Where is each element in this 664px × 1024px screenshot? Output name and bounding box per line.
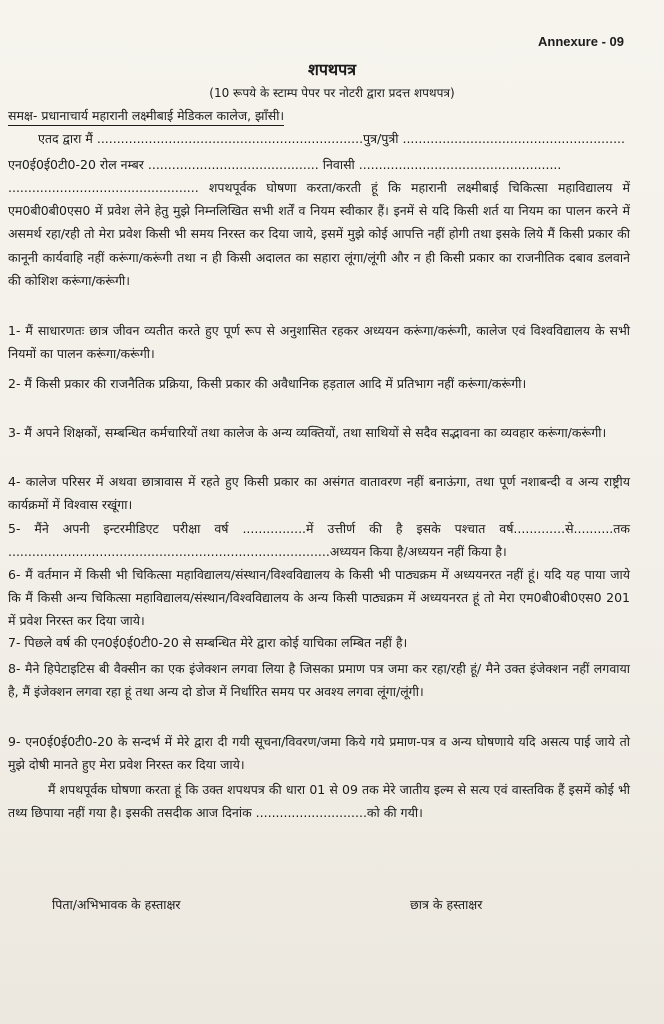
clause-9: 9- एन0ई0ई0टी0-20 के सन्दर्भ में मेरे द्वारा दी गयी सूचना/विवरण/जमा किये गये प्रमाण-पत्र व अन्य घोषणाये यदि असत्य पाई जाये तो मुझे दोषी मानते हुए मेरा प्रवेश निरस्त कर दिया जाये। (8, 734, 630, 773)
page-title: शपथपत्र (307, 60, 357, 79)
declaration-intro: ................................................ शपथपूर्वक घोषणा करता/करती हूं कि महारानी लक्ष्मीबाई चिकित्सा महाविद्यालय में एम0बी0बी0एस0 में प्रवेश लेने हेतु मुझे निम्नलिखित सभी शर्तें व नियम स्वीकार हैं। इनमें से यदि किसी शर्त या नियम का पालन करने में असमर्थ रहा/रही तो मेरा प्रवेश किसी भी समय निरस्त कर दिया जाये, इसमें मुझे कोई आपत्ति नहीं होगी तथा इसके लिये मैं किसी प्रकार की कानूनी कार्यवाहि नहीं करूंगा/करूंगी तथा न ही किसी अदालत का सहारा लूंगा/लूंगी और न ही किसी प्रकार का राजनीतिक दबाव डलवाने की कोशिश करूंगा/करूंगी। (8, 180, 630, 288)
addressee-line: समक्ष- प्रधानाचार्य महारानी लक्ष्मीबाई मेडिकल कालेज, झाँसी। (8, 107, 284, 126)
page-subtitle: (10 रूपये के स्टाम्प पेपर पर नोटरी द्वारा प्रदत्त शपथपत्र) (209, 86, 455, 100)
clause-3: 3- मैं अपने शिक्षकों, सम्बन्धित कर्मचारियों तथा कालेज के अन्य व्यक्तियों, तथा साथियों से सदैव सद्भावना का व्यवहार करूंगा/करूंगी। (8, 425, 607, 440)
student-signature-label: छात्र के हस्ताक्षर (410, 897, 483, 912)
annexure-label: Annexure - 09 (538, 34, 624, 49)
closing-statement: मैं शपथपूर्वक घोषणा करता हूं कि उक्त शपथपत्र की धारा 01 से 09 तक मेरे जातीय इल्म से सत्य एवं वास्तविक हैं इसमें कोई भी तथ्य छिपाया नहीं गया है। इसकी तसदीक आज दिनांक ............................को की गयी। (8, 782, 630, 821)
name-line: एतद द्वारा मैं ...................................................................पुत्र/पुत्री ........................................................ (38, 131, 625, 146)
clause-5: 5- मैंने अपनी इन्टरमीडिएट परीक्षा वर्ष ................में उत्तीर्ण की है इसके पश्चात वर्ष.............से..........तक .................................................................................अध्ययन किया है/अध्ययन नहीं किया है। (8, 521, 630, 560)
clause-4: 4- कालेज परिसर में अथवा छात्रावास में रहते हुए किसी प्रकार का असंगत वातावरण नहीं बनाऊंगा, तथा पूर्ण नशाबन्दी व अन्य राष्ट्रीय कार्यक्रमों में विश्वास रखूंगा। (8, 474, 630, 513)
clause-1: 1- मैं साधारणतः छात्र जीवन व्यतीत करते हुए पूर्ण रूप से अनुशासित रहकर अध्ययन करूंगा/करूंगी, कालेज एवं विश्वविद्यालय के सभी नियमों का पालन करूंगा/करूंगी। (8, 323, 630, 362)
clause-8: 8- मैने हिपेटाइटिस बी वैक्सीन का एक इंजेक्शन लगवा लिया है जिसका प्रमाण पत्र जमा कर रहा/रही हूं/ मैने उक्त इंजेक्शन नहीं लगवाया है, मैं इंजेक्शन लगवा रहा हूं तथा अन्य दो डोज में निर्धारित समय पर अवश्य लगवा लूंगा/लूंगी। (8, 661, 630, 700)
clause-7: 7- पिछले वर्ष की एन0ई0ई0टी0-20 से सम्बन्धित मेरे द्वारा कोई याचिका लम्बित नहीं है। (8, 635, 408, 650)
clause-6: 6- मैं वर्तमान में किसी भी चिकित्सा महाविद्यालय/संस्थान/विश्वविद्यालय के किसी भी पाठ्यक्रम में अध्ययनरत नहीं हूं। यदि यह पाया जाये कि मैं किसी अन्य चिकित्सा महाविद्यालय/संस्थान/विश्वविद्यालय के अन्य किसी पाठ्यक्रम में अध्ययनरत हूं तो मेरा एम0बी0बी0एस0 201 में प्रवेश निरस्त कर दिया जाये। (8, 567, 630, 629)
roll-number-line: एन0ई0ई0टी0-20 रोल नम्बर ........................................... निवासी ................................................... (8, 157, 562, 172)
clause-2: 2- मैं किसी प्रकार की राजनैतिक प्रक्रिया, किसी प्रकार की अवैधानिक हड़ताल आदि में प्रतिभाग नहीं करूंगा/करूंगी। (8, 376, 527, 391)
guardian-signature-label: पिता/अभिभावक के हस्ताक्षर (52, 897, 181, 912)
